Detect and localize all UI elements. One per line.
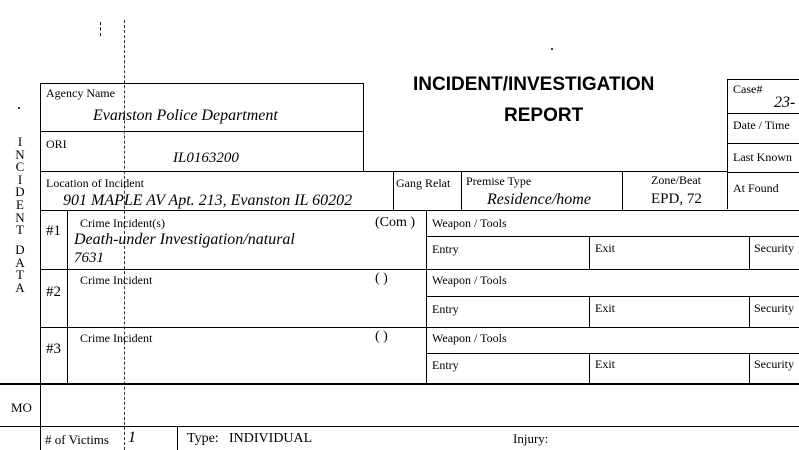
- weapon-label-1: Weapon / Tools: [432, 216, 507, 230]
- crime-incident-label-3: Crime Incident: [80, 331, 153, 345]
- location-label: Location of Incident: [46, 176, 144, 190]
- report-title-line1: INCIDENT/INVESTIGATION: [413, 74, 655, 95]
- crime-code-1: 7631: [74, 250, 104, 266]
- crime-number-1: #1: [46, 223, 61, 239]
- security-label-3: Security: [754, 357, 794, 371]
- entry-label-2: Entry: [432, 302, 459, 316]
- agency-name-value: Evanston Police Department: [93, 107, 278, 124]
- crime-incident-label-2: Crime Incident: [80, 273, 153, 287]
- report-title-line2: REPORT: [504, 105, 584, 126]
- weapon-label-3: Weapon / Tools: [432, 331, 507, 345]
- victim-type-value: INDIVIDUAL: [229, 431, 313, 446]
- last-known-label: Last Known: [733, 150, 792, 164]
- crime-paren-3: ( ): [375, 329, 388, 344]
- gang-label: Gang Relat: [396, 176, 451, 190]
- crime-number-3: #3: [46, 341, 61, 357]
- date-time-label: Date / Time: [733, 118, 790, 132]
- weapon-label-2: Weapon / Tools: [432, 273, 507, 287]
- premise-type-value: Residence/home: [487, 191, 591, 208]
- crime-incident-label-1: Crime Incident(s): [80, 216, 165, 230]
- case-label: Case#: [733, 82, 763, 96]
- premise-type-label: Premise Type: [466, 174, 532, 188]
- side-label-data: D A T A: [15, 242, 25, 295]
- crime-number-2: #2: [46, 284, 61, 300]
- crime-value-1: Death-under Investigation/natural: [74, 231, 295, 248]
- location-value: 901 MAPLE AV Apt. 213, Evanston IL 60202: [63, 192, 353, 209]
- ori-value: IL0163200: [173, 150, 239, 166]
- zone-beat-value: EPD, 72: [651, 191, 702, 207]
- victims-label: # of Victims: [45, 432, 109, 447]
- injury-label: Injury:: [513, 431, 549, 446]
- case-value: 23-: [774, 94, 796, 111]
- zone-beat-label: Zone/Beat: [651, 173, 701, 187]
- crime-paren-1: (Com ): [375, 215, 416, 230]
- agency-name-label: Agency Name: [46, 86, 115, 100]
- at-found-label: At Found: [733, 181, 779, 195]
- mo-label: MO: [11, 400, 32, 415]
- entry-label-3: Entry: [432, 358, 459, 372]
- exit-label-1: Exit: [595, 241, 615, 255]
- side-label-incident: I N C I D E N T: [15, 134, 25, 238]
- crime-paren-2: ( ): [375, 271, 388, 286]
- scan-dot: [18, 107, 20, 109]
- scan-dot: [551, 48, 553, 50]
- security-label-1: Security: [754, 241, 794, 255]
- exit-label-3: Exit: [595, 357, 615, 371]
- exit-label-2: Exit: [595, 301, 615, 315]
- security-label-2: Security: [754, 301, 794, 315]
- entry-label-1: Entry: [432, 242, 459, 256]
- scan-dash: [100, 22, 101, 36]
- ori-label: ORI: [46, 137, 67, 151]
- victim-type-label: Type:: [187, 431, 219, 446]
- victims-value: 1: [128, 429, 136, 446]
